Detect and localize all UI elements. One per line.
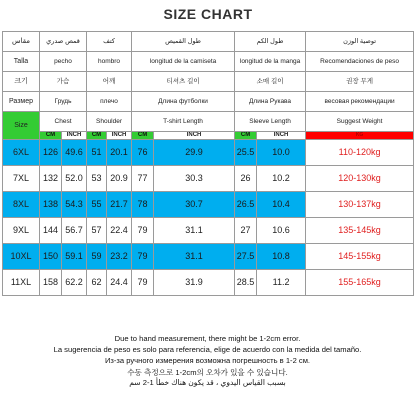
note-korean: 수동 측정으로 1-2cm의 오차가 있을 수 있습니다. bbox=[127, 368, 288, 377]
sleeve-inch-cell: 10.2 bbox=[257, 166, 306, 192]
weight-cell: 110-120kg bbox=[306, 140, 414, 166]
sleeve-inch-cell: 10.4 bbox=[257, 192, 306, 218]
shoulder-inch-cell: 24.4 bbox=[107, 270, 132, 296]
length-cm-cell: 77 bbox=[132, 166, 154, 192]
header-sleeve: longitud de la manga bbox=[235, 52, 306, 72]
chest-cm-cell: 138 bbox=[40, 192, 62, 218]
shoulder-cm-cell: 57 bbox=[87, 218, 107, 244]
header-length: 티셔츠 길이 bbox=[132, 72, 235, 92]
header-chest: Chest bbox=[40, 112, 87, 132]
length-cm-cell: 79 bbox=[132, 218, 154, 244]
header-row-arabic bbox=[3, 32, 414, 52]
sleeve-cm-cell: 25.5 bbox=[235, 140, 257, 166]
header-row-russian bbox=[3, 92, 414, 112]
size-label-cell: 11XL bbox=[3, 270, 40, 296]
unit-cm: CM bbox=[87, 132, 107, 140]
header-row-spanish bbox=[3, 52, 414, 72]
shoulder-cm-cell: 53 bbox=[87, 166, 107, 192]
header-shoulder: كتف bbox=[87, 32, 132, 52]
sleeve-inch-cell: 10.0 bbox=[257, 140, 306, 166]
length-inch-cell: 31.1 bbox=[154, 218, 235, 244]
shoulder-cm-cell: 59 bbox=[87, 244, 107, 270]
size-label-cell: 10XL bbox=[3, 244, 40, 270]
header-weight: Suggest Weight bbox=[306, 112, 414, 132]
length-inch-cell: 30.3 bbox=[154, 166, 235, 192]
size-label-cell: 9XL bbox=[3, 218, 40, 244]
header-size: Размер bbox=[3, 92, 40, 112]
size-row bbox=[3, 244, 414, 270]
header-row-korean bbox=[3, 72, 414, 92]
chest-inch-cell: 54.3 bbox=[62, 192, 87, 218]
chest-inch-cell: 59.1 bbox=[62, 244, 87, 270]
weight-cell: 155-165kg bbox=[306, 270, 414, 296]
size-label-cell: 8XL bbox=[3, 192, 40, 218]
header-weight: весовая рекомендации bbox=[306, 92, 414, 112]
chest-inch-cell: 49.6 bbox=[62, 140, 87, 166]
header-shoulder: плечо bbox=[87, 92, 132, 112]
weight-cell: 120-130kg bbox=[306, 166, 414, 192]
header-sleeve: Длина Рукава bbox=[235, 92, 306, 112]
length-inch-cell: 31.1 bbox=[154, 244, 235, 270]
sleeve-cm-cell: 26 bbox=[235, 166, 257, 192]
length-cm-cell: 76 bbox=[132, 140, 154, 166]
header-weight: توصية الوزن bbox=[306, 32, 414, 52]
shoulder-inch-cell: 20.9 bbox=[107, 166, 132, 192]
header-size: Talla bbox=[3, 52, 40, 72]
unit-inch: INCH bbox=[62, 132, 87, 140]
length-cm-cell: 79 bbox=[132, 270, 154, 296]
header-length: طول القميص bbox=[132, 32, 235, 52]
size-row bbox=[3, 140, 414, 166]
unit-inch: INCH bbox=[154, 132, 235, 140]
length-cm-cell: 79 bbox=[132, 244, 154, 270]
header-length: longitud de la camiseta bbox=[132, 52, 235, 72]
sleeve-inch-cell: 11.2 bbox=[257, 270, 306, 296]
size-chart-table bbox=[2, 31, 414, 296]
note-spanish: La sugerencia de peso es solo para referencia, elige de acuerdo con la medida del tamaño. bbox=[53, 345, 362, 354]
length-inch-cell: 30.7 bbox=[154, 192, 235, 218]
unit-inch: INCH bbox=[257, 132, 306, 140]
header-chest: Грудь bbox=[40, 92, 87, 112]
length-inch-cell: 31.9 bbox=[154, 270, 235, 296]
header-chest: قمص صدري bbox=[40, 32, 87, 52]
shoulder-inch-cell: 20.1 bbox=[107, 140, 132, 166]
shoulder-inch-cell: 21.7 bbox=[107, 192, 132, 218]
header-shoulder: Shoulder bbox=[87, 112, 132, 132]
length-inch-cell: 29.9 bbox=[154, 140, 235, 166]
unit-row bbox=[3, 132, 414, 140]
chest-cm-cell: 150 bbox=[40, 244, 62, 270]
shoulder-cm-cell: 51 bbox=[87, 140, 107, 166]
size-label-cell: 6XL bbox=[3, 140, 40, 166]
size-row bbox=[3, 270, 414, 296]
header-length: T-shirt Length bbox=[132, 112, 235, 132]
unit-inch: INCH bbox=[107, 132, 132, 140]
size-label-cell: 7XL bbox=[3, 166, 40, 192]
weight-cell: 130-137kg bbox=[306, 192, 414, 218]
size-rows bbox=[3, 140, 414, 296]
note-russian: Из-за ручного измерения возможна погрешность в 1-2 см. bbox=[104, 356, 311, 365]
sleeve-cm-cell: 27 bbox=[235, 218, 257, 244]
unit-cm: CM bbox=[40, 132, 62, 140]
shoulder-inch-cell: 22.4 bbox=[107, 218, 132, 244]
shoulder-inch-cell: 23.2 bbox=[107, 244, 132, 270]
sleeve-cm-cell: 26.5 bbox=[235, 192, 257, 218]
header-size: مقاس bbox=[3, 32, 40, 52]
unit-cm: CM bbox=[235, 132, 257, 140]
unit-kg: KG bbox=[306, 132, 414, 140]
chest-cm-cell: 158 bbox=[40, 270, 62, 296]
header-chest: 가슴 bbox=[40, 72, 87, 92]
header-chest: pecho bbox=[40, 52, 87, 72]
header-sleeve: طول الكم bbox=[235, 32, 306, 52]
chest-inch-cell: 52.0 bbox=[62, 166, 87, 192]
size-row bbox=[3, 192, 414, 218]
shoulder-cm-cell: 62 bbox=[87, 270, 107, 296]
sleeve-inch-cell: 10.6 bbox=[257, 218, 306, 244]
header-sleeve: 소매 길이 bbox=[235, 72, 306, 92]
weight-cell: 145-155kg bbox=[306, 244, 414, 270]
note-arabic: بسبب القياس اليدوي ، قد يكون هناك خطأ 1-2 سم bbox=[129, 378, 286, 387]
sleeve-cm-cell: 28.5 bbox=[235, 270, 257, 296]
shoulder-cm-cell: 55 bbox=[87, 192, 107, 218]
chest-cm-cell: 132 bbox=[40, 166, 62, 192]
header-size: Size bbox=[3, 112, 40, 140]
chest-inch-cell: 56.7 bbox=[62, 218, 87, 244]
header-weight: 권장 무게 bbox=[306, 72, 414, 92]
header-row-english bbox=[3, 112, 414, 132]
sleeve-cm-cell: 27.5 bbox=[235, 244, 257, 270]
size-row bbox=[3, 166, 414, 192]
chest-inch-cell: 62.2 bbox=[62, 270, 87, 296]
weight-cell: 135-145kg bbox=[306, 218, 414, 244]
header-shoulder: 어깨 bbox=[87, 72, 132, 92]
unit-cm: CM bbox=[132, 132, 154, 140]
header-shoulder: hombro bbox=[87, 52, 132, 72]
size-row bbox=[3, 218, 414, 244]
size-chart-title: SIZE CHART bbox=[163, 6, 253, 22]
header-weight: Recomendaciones de peso bbox=[306, 52, 414, 72]
header-length: Длина футболки bbox=[132, 92, 235, 112]
header-sleeve: Sleeve Length bbox=[235, 112, 306, 132]
note-english: Due to hand measurement, there might be 1-2cm error. bbox=[114, 334, 301, 343]
length-cm-cell: 78 bbox=[132, 192, 154, 218]
chest-cm-cell: 126 bbox=[40, 140, 62, 166]
size-chart-table-wrapper bbox=[2, 31, 413, 296]
header-size: 크기 bbox=[3, 72, 40, 92]
sleeve-inch-cell: 10.8 bbox=[257, 244, 306, 270]
chest-cm-cell: 144 bbox=[40, 218, 62, 244]
